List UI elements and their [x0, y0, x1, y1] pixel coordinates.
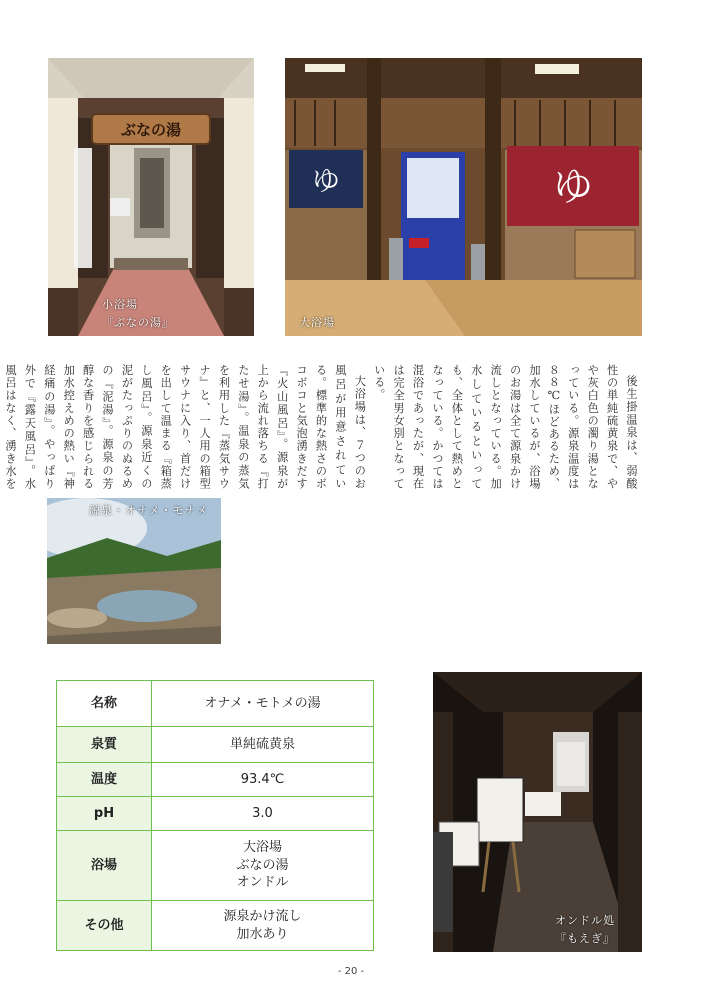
info-value-line: ぶなの湯	[236, 857, 289, 873]
bunanoyu-caption-line1: 小浴場	[102, 298, 138, 311]
bunanoyu-sign-text: ぶなの湯	[120, 121, 182, 139]
info-key: 名称	[57, 681, 152, 727]
photo-ondoru	[433, 672, 642, 952]
article-body	[4, 364, 641, 490]
info-table	[56, 680, 374, 951]
ondoru-caption	[555, 912, 615, 947]
info-value: 単純硫黄泉	[152, 727, 374, 763]
gensen-illustration	[47, 498, 221, 644]
info-row-quality	[57, 727, 374, 763]
info-value-line: オンドル	[236, 875, 289, 891]
info-key: その他	[57, 901, 152, 951]
daiyokujo-caption: 大浴場	[299, 316, 335, 329]
gensen-caption: 源泉・オナメ・モナメ	[89, 504, 209, 517]
info-key: 泉質	[57, 727, 152, 763]
info-value-line: 加水あり	[236, 926, 289, 942]
info-value	[152, 901, 374, 951]
info-value: オナメ・モトメの湯	[152, 681, 374, 727]
bunanoyu-caption-line2: 『ぶなの湯』	[102, 315, 174, 329]
photo-gensen	[47, 498, 221, 644]
photo-bunanoyu	[48, 58, 254, 336]
bunanoyu-caption	[102, 296, 174, 331]
ondoru-caption-line1: オンドル処	[555, 914, 615, 927]
info-row-other	[57, 901, 374, 951]
info-value	[152, 831, 374, 901]
article-paragraph-2: 大浴場は、７つのお風呂が用意されている。標準的な熱さのボコボコと気泡湧きだす『火山風呂』。源泉が上から流れ落ちる『打たせ湯』。温泉の蒸気を利用した『蒸気サウナ』と、一人用の箱型サウナに入り、首だけを出して温まる『箱蒸し風呂』。源泉近くの泥がたっぷりのぬるめの『泥湯』。源泉の芳醇な香りを感じられる加水控えめの熱い『神経痛の湯』。やっぱり外で『露天風呂』。水風呂はなく、湧き水を	[4, 364, 367, 490]
page-number: - 20 -	[337, 966, 365, 977]
daiyokujo-noren-left-mark: ゆ	[311, 164, 341, 197]
info-value-line: 源泉かけ流し	[223, 908, 302, 924]
ondoru-illustration	[433, 672, 642, 952]
info-key: 浴場	[57, 831, 152, 901]
ondoru-caption-line2: 『もえぎ』	[555, 931, 615, 945]
info-row-name	[57, 681, 374, 727]
info-key: 温度	[57, 763, 152, 797]
info-value: 93.4℃	[152, 763, 374, 797]
daiyokujo-noren-right-mark: ゆ	[553, 164, 593, 210]
info-key: pH	[57, 797, 152, 831]
bunanoyu-illustration	[48, 58, 254, 336]
info-row-ph	[57, 797, 374, 831]
info-row-temperature	[57, 763, 374, 797]
daiyokujo-illustration	[285, 58, 642, 336]
info-value: 3.0	[152, 797, 374, 831]
photo-daiyokujo	[285, 58, 642, 336]
info-row-baths	[57, 831, 374, 901]
article-paragraph-1: 後生掛温泉は、弱酸性の単純硫黄泉で、やや灰白色の濁り湯となっている。源泉温度は８８℃ほどあるため、加水しているが、浴場のお湯は全て源泉かけ流しとなっている。加水しているといっても、全体として熱めとなっている。かつては混浴であったが、現在は完全男女別となっている。	[372, 364, 638, 490]
info-value-line: 大浴場	[242, 840, 282, 856]
